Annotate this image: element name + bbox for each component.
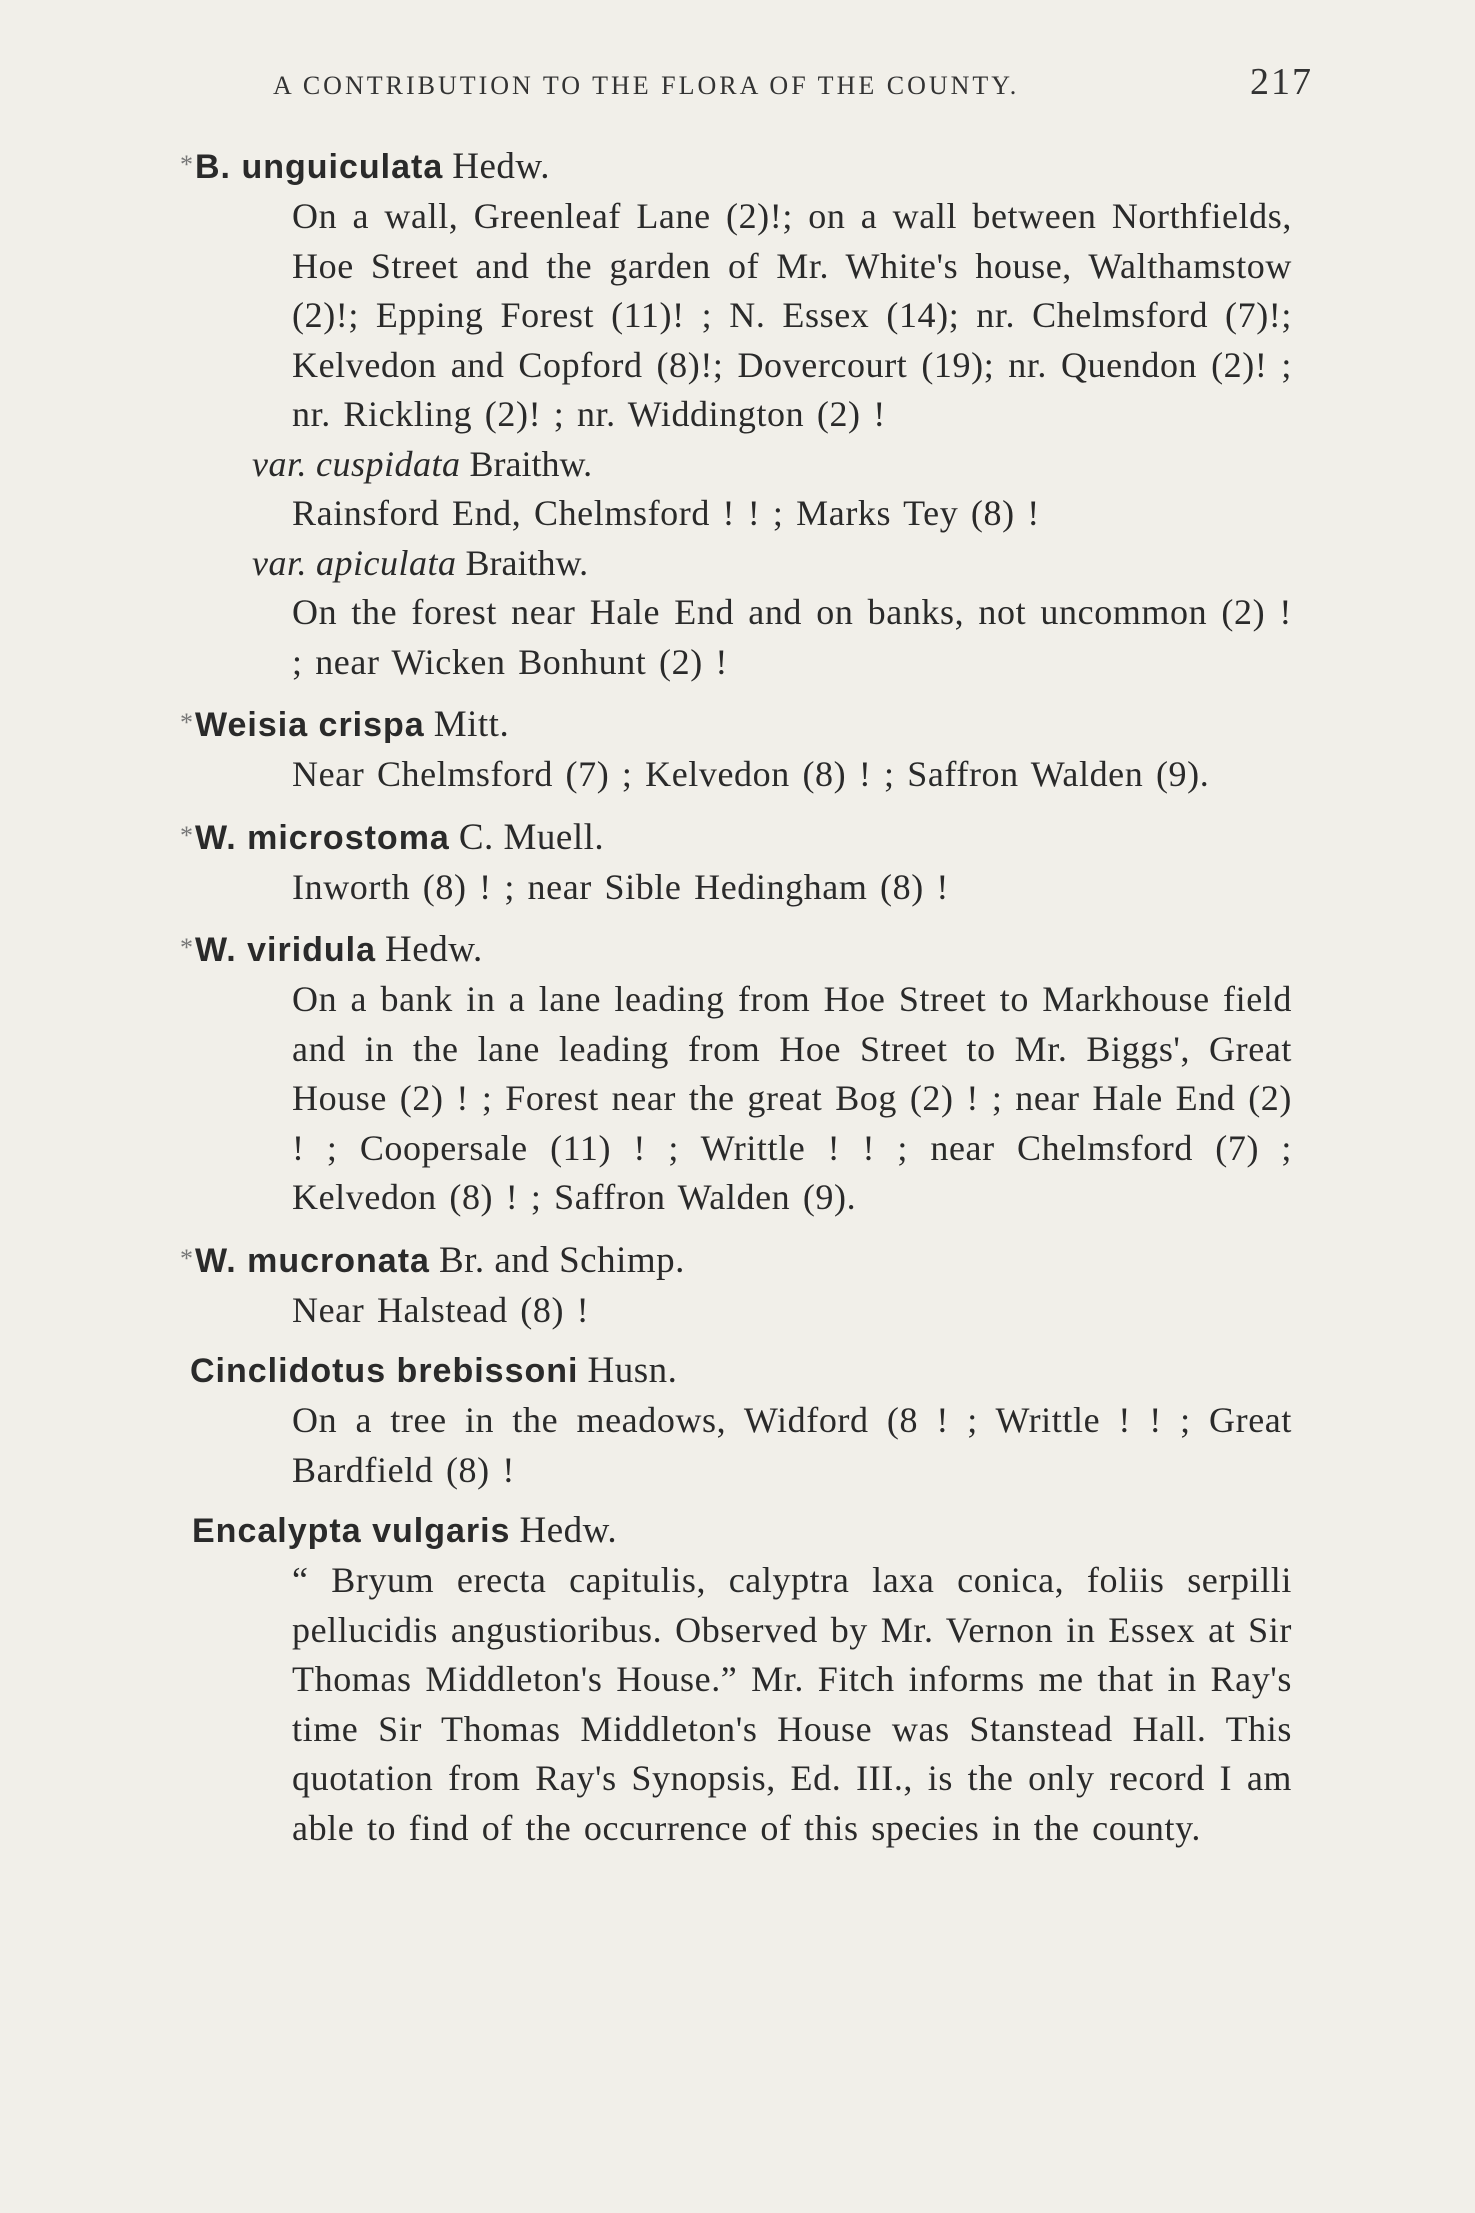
species-entry: [180, 811, 1290, 913]
county-first-record-mark: *: [180, 1243, 193, 1273]
species-records: Near Chelmsford (7) ; Kelvedon (8) ! ; Saffron Walden (9).: [292, 754, 1210, 794]
species-name: Cinclidotus brebissoni: [190, 1352, 579, 1390]
species-heading: [180, 698, 1290, 750]
species-entry: [180, 923, 1290, 1223]
variety-records: On the forest near Hale End and on banks, not uncommon (2) ! ; near Wicken Bonhunt (2) !: [292, 592, 1292, 682]
species-records: Near Halstead (8) !: [292, 1289, 590, 1330]
species-records: Inworth (8) ! ; near Sible Hedingham (8) !: [292, 866, 950, 907]
page-number: 217: [1250, 61, 1313, 103]
variety-records: Rainsford End, Chelmsford ! ! ; Marks Tey (8) !: [292, 493, 1040, 533]
county-first-record-mark: *: [180, 933, 193, 962]
variety-author: Braithw.: [469, 443, 593, 484]
county-first-record-mark: *: [180, 150, 193, 179]
species-author: Hedw.: [385, 929, 483, 970]
species-list: [180, 140, 1290, 1864]
species-name: W. microstoma: [195, 818, 450, 857]
species-author: C. Muell.: [458, 816, 605, 858]
variety-name: apiculata: [316, 542, 457, 583]
variety-heading: [252, 440, 1290, 490]
species-entry: [180, 1506, 1290, 1853]
species-author: Hedw.: [519, 1510, 618, 1551]
species-records: On a tree in the meadows, Widford (8 ! ; Writtle ! ! ; Great Bardfield (8) !: [292, 1400, 1292, 1490]
species-heading: [180, 1506, 1290, 1556]
species-heading: [180, 140, 1290, 192]
species-entry: [180, 1346, 1290, 1495]
species-name: W. mucronata: [195, 1241, 430, 1280]
species-entry: [180, 1234, 1290, 1336]
species-name: Weisia crispa: [195, 706, 425, 744]
species-entry: [180, 140, 1290, 687]
species-name: Encalypta vulgaris: [192, 1512, 511, 1550]
species-records: On a wall, Greenleaf Lane (2)!; on a wall between Northfields, Hoe Street and the garden of Mr. White's house, Walthamstow (2)!; Epping Forest (11)! ; N. Essex (14); nr. Chelmsford (7)!; Kelvedon and Copford (8)!; Dovercourt (19); nr. Quendon (2)! ; nr. Rickling (2)! ; nr. Widdington (2) !: [292, 196, 1292, 434]
species-name: B. unguiculata: [195, 148, 444, 186]
species-heading: [180, 1234, 1290, 1286]
species-heading: [180, 1346, 1290, 1396]
variety-label: var.: [252, 443, 307, 484]
variety-name: cuspidata: [316, 443, 461, 484]
species-author: Mitt.: [433, 704, 510, 745]
species-heading: [180, 811, 1290, 863]
species-author: Husn.: [587, 1350, 678, 1391]
species-author: Hedw.: [452, 146, 550, 187]
county-first-record-mark: *: [180, 820, 193, 850]
running-head: [273, 60, 1313, 104]
county-first-record-mark: *: [180, 708, 193, 737]
variety-label: var.: [252, 542, 307, 583]
variety-heading: [252, 539, 1290, 589]
species-name: W. viridula: [195, 931, 377, 969]
species-records: On a bank in a lane leading from Hoe Street to Markhouse field and in the lane leading from Hoe Street to Mr. Biggs', Great House (2) ! ; Forest near the great Bog (2) ! ; near Hale End (2) ! ; Coopersale (11) ! ; Writtle ! ! ; near Chelmsford (7) ; Kelvedon (8) ! ; Saffron Walden (9).: [292, 979, 1292, 1217]
species-author: Br. and Schimp.: [438, 1239, 685, 1281]
species-heading: [180, 923, 1290, 975]
species-records: “ Bryum erecta capitulis, calyptra laxa conica, foliis serpilli pellucidis angustioribus. Observed by Mr. Vernon in Essex at Sir Thomas Middleton's House.” Mr. Fitch informs me that in Ray's time Sir Thomas Middleton's House was Stanstead Hall. This quotation from Ray's Synopsis, Ed. III., is the only record I am able to find of the occurrence of this species in the county.: [292, 1560, 1292, 1848]
species-entry: [180, 698, 1290, 800]
variety-author: Braithw.: [465, 542, 589, 583]
running-title: A CONTRIBUTION TO THE FLORA OF THE COUNTY.: [273, 71, 1020, 100]
